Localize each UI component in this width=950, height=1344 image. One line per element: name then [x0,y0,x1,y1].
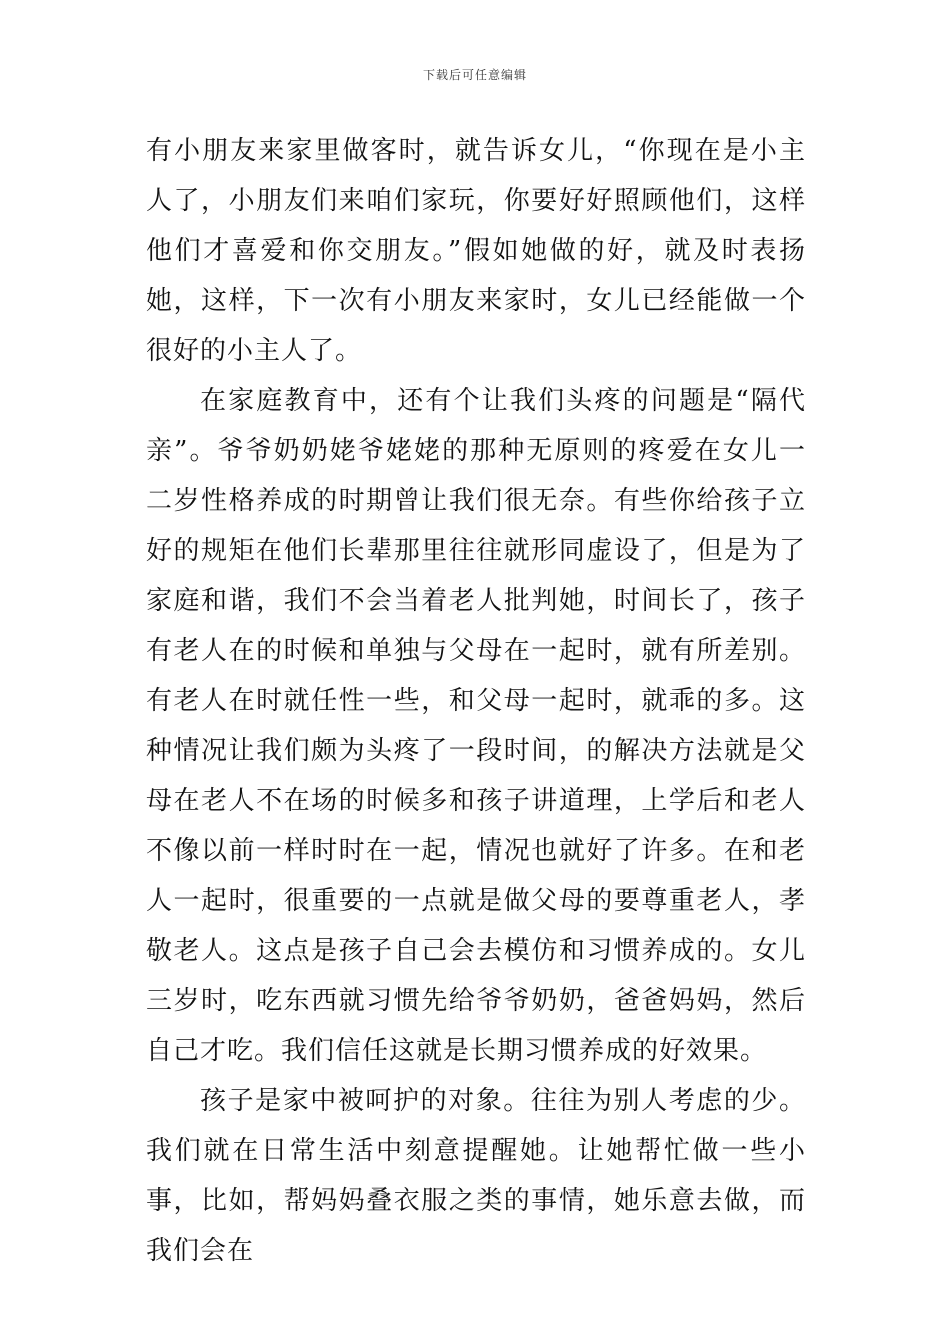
header-note: 下载后可任意编辑 [422,68,527,82]
paragraph: 有小朋友来家里做客时，就告诉女儿，“你现在是小主人了，小朋友们来咱们家玩，你要好好照顾他们，这样他们才喜爱和你交朋友。”假如她做的好，就及时表扬她，这样，下一次有小朋友来家时，女儿已经能做一个很好的小主人了。 [146,136,806,366]
paragraph: 在家庭教育中，还有个让我们头疼的问题是“隔代亲”。爷爷奶奶姥爷姥姥的那种无原则的疼爱在女儿一二岁性格养成的时期曾让我们很无奈。有些你给孩子立好的规矩在他们长辈那里往往就形同虚设了，但是为了家庭和谐，我们不会当着老人批判她，时间长了，孩子有老人在的时候和单独与父母在一起时，就有所差别。有老人在时就任性一些，和父母一起时，就乖的多。这种情况让我们颇为头疼了一段时间，的解决方法就是父母在老人不在场的时候多和孩子讲道理，上学后和老人不像以前一样时时在一起，情况也就好了许多。在和老人一起时，很重要的一点就是做父母的要尊重老人，孝敬老人。这点是孩子自己会去模仿和习惯养成的。女儿三岁时，吃东西就习惯先给爷爷奶奶，爸爸妈妈，然后自己才吃。我们信任这就是长期习惯养成的好效果。 [146,386,806,1066]
document-body [146,126,806,1276]
paragraph: 孩子是家中被呵护的对象。往往为别人考虑的少。我们就在日常生活中刻意提醒她。让她帮忙做一些小事，比如，帮妈妈叠衣服之类的事情，她乐意去做，而我们会在 [146,1086,806,1266]
